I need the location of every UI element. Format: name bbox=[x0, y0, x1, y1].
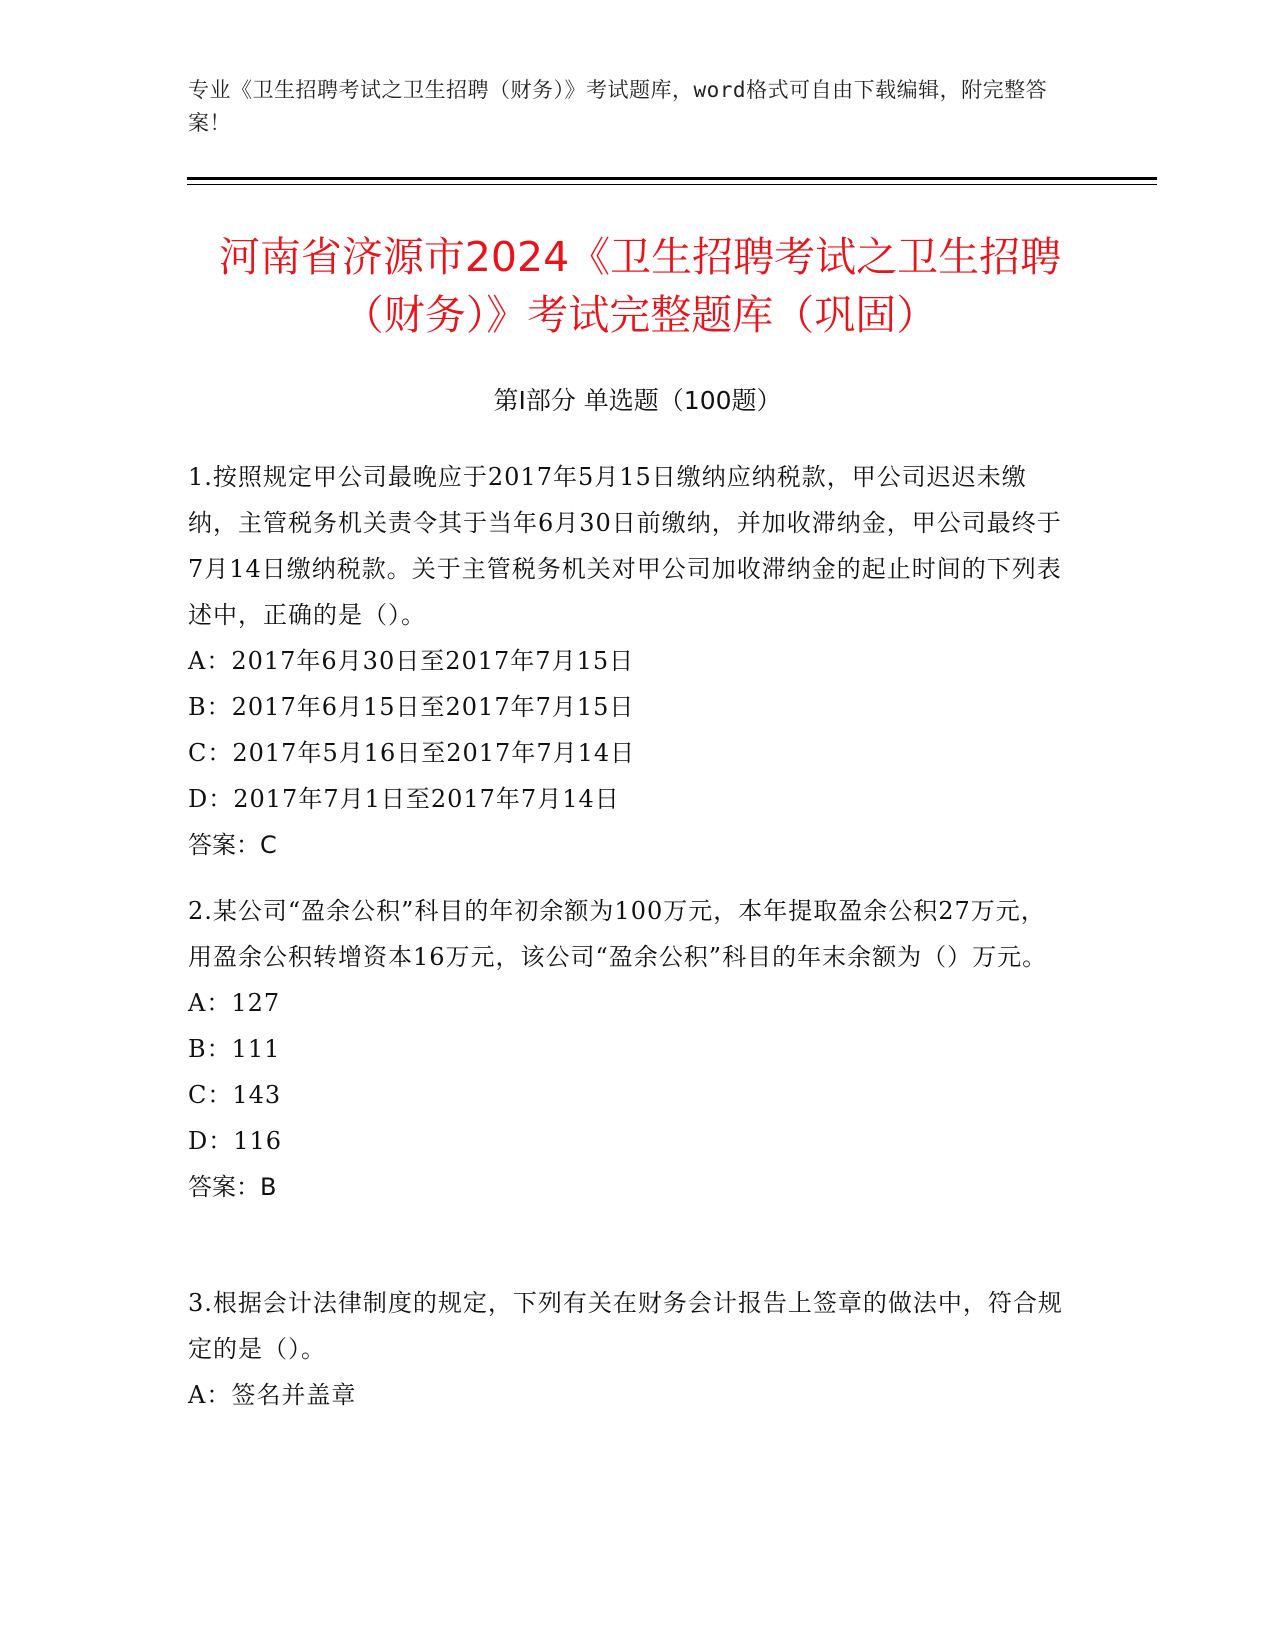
header-note: 专业《卫生招聘考试之卫生招聘（财务）》考试题库，word格式可自由下载编辑，附完整答案！ bbox=[188, 78, 1048, 135]
option-d: D：116 bbox=[188, 1127, 283, 1155]
option-c: C：2017年5月16日至2017年7月14日 bbox=[188, 739, 636, 767]
question-2 bbox=[188, 888, 1068, 1210]
document-title: 河南省济源市2024《卫生招聘考试之卫生招聘（财务）》考试完整题库（巩固） bbox=[218, 233, 1062, 339]
header-divider-thin bbox=[187, 184, 1157, 185]
option-a: A：签名并盖章 bbox=[188, 1381, 357, 1409]
option-a: A：2017年6月30日至2017年7月15日 bbox=[188, 647, 635, 675]
question-stem: 3.根据会计法律制度的规定，下列有关在财务会计报告上签章的做法中，符合规定的是（）。 bbox=[188, 1289, 1063, 1363]
question-stem: 1.按照规定甲公司最晚应于2017年5月15日缴纳应纳税款，甲公司迟迟未缴纳，主管税务机关责令其于当年6月30日前缴纳，并加收滞纳金，甲公司最终于7月14日缴纳税款。关于主管税务机关对甲公司加收滞纳金的起止时间的下列表述中，正确的是（）。 bbox=[188, 463, 1062, 629]
question-3 bbox=[188, 1280, 1068, 1418]
question-1 bbox=[188, 454, 1068, 868]
answer: 答案：B bbox=[188, 1173, 277, 1201]
section-heading: 第I部分 单选题（100题） bbox=[493, 386, 782, 415]
option-d: D：2017年7月1日至2017年7月14日 bbox=[188, 785, 620, 813]
option-a: A：127 bbox=[188, 989, 281, 1017]
option-b: B：111 bbox=[188, 1035, 281, 1063]
answer: 答案：C bbox=[188, 831, 277, 859]
question-stem: 2.某公司“盈余公积”科目的年初余额为100万元，本年提取盈余公积27万元，用盈余公积转增资本16万元，该公司“盈余公积”科目的年末余额为（）万元。 bbox=[188, 897, 1048, 971]
option-c: C：143 bbox=[188, 1081, 282, 1109]
header-divider-thick bbox=[187, 177, 1157, 180]
option-b: B：2017年6月15日至2017年7月15日 bbox=[188, 693, 635, 721]
